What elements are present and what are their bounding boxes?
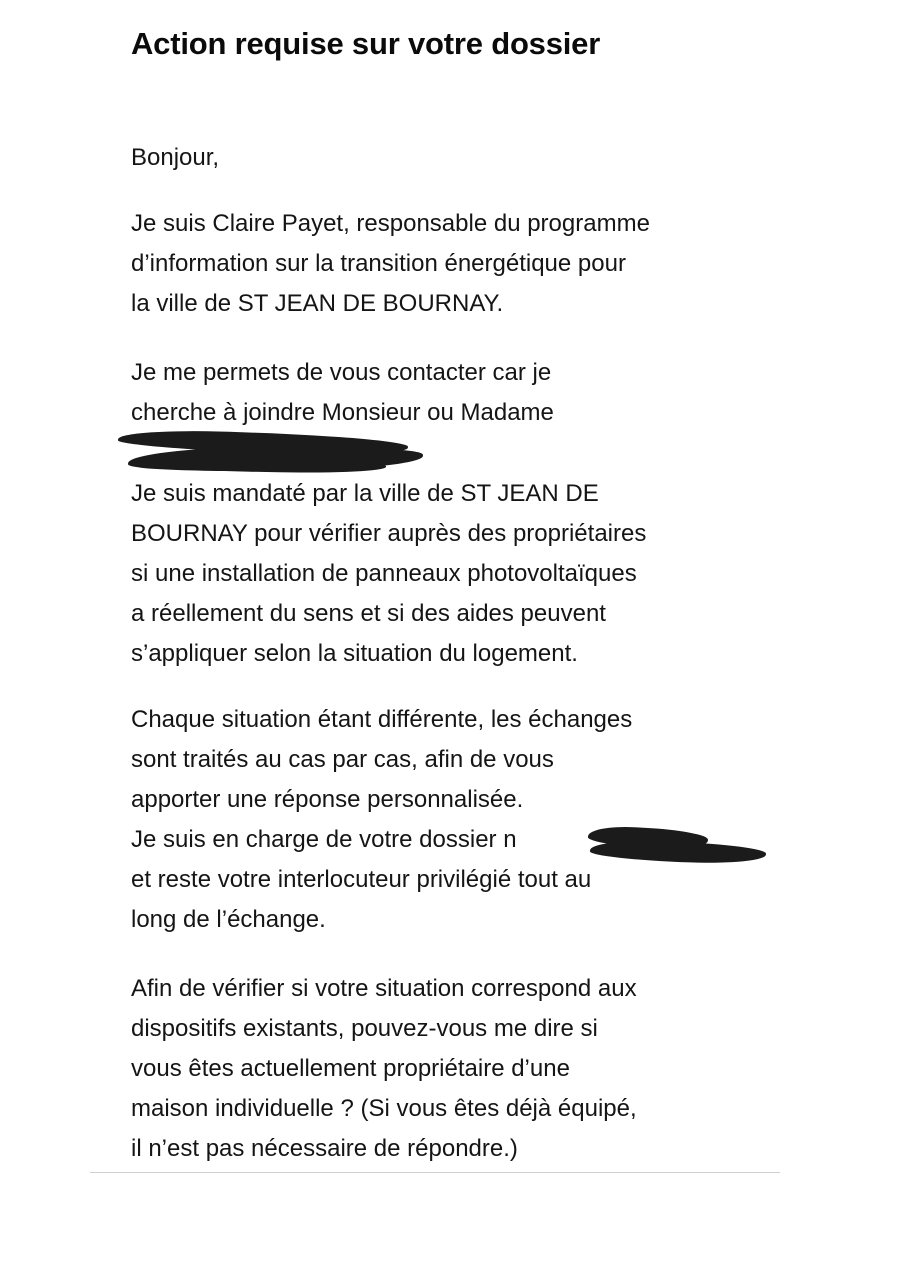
paragraph-line: Je suis mandaté par la ville de ST JEAN DE xyxy=(131,480,599,507)
email-greeting xyxy=(131,138,771,178)
email-paragraph-dossier xyxy=(131,700,771,940)
paragraph-line: BOURNAY pour vérifier auprès des propriétaires xyxy=(131,520,647,547)
paragraph-line: Chaque situation étant différente, les échanges xyxy=(131,706,633,733)
paragraph-line: sont traités au cas par cas, afin de vous xyxy=(131,746,554,773)
email-paragraph-contact xyxy=(131,353,771,433)
paragraph-line: la ville de ST JEAN DE BOURNAY. xyxy=(131,290,504,317)
paragraph-line: il n’est pas nécessaire de répondre.) xyxy=(131,1135,518,1162)
paragraph-line: dispositifs existants, pouvez-vous me dire si xyxy=(131,1015,598,1042)
paragraph-line: s’appliquer selon la situation du logement. xyxy=(131,640,578,667)
paragraph-line: vous êtes actuellement propriétaire d’une xyxy=(131,1055,570,1082)
email-subject: Action requise sur votre dossier xyxy=(131,26,601,61)
paragraph-line: long de l’échange. xyxy=(131,906,326,933)
email-paragraph-intro xyxy=(131,204,771,324)
paragraph-line: Afin de vérifier si votre situation correspond aux xyxy=(131,975,637,1002)
paragraph-line: d’information sur la transition énergétique pour xyxy=(131,250,626,277)
paragraph-line: si une installation de panneaux photovoltaïques xyxy=(131,560,637,587)
paragraph-line: Je suis Claire Payet, responsable du programme xyxy=(131,210,650,237)
paragraph-line: Je me permets de vous contacter car je xyxy=(131,359,552,386)
paragraph-line: et reste votre interlocuteur privilégié tout au xyxy=(131,866,592,893)
email-paragraph-question xyxy=(131,969,771,1169)
paragraph-line: a réellement du sens et si des aides peuvent xyxy=(131,600,606,627)
greeting-line: Bonjour, xyxy=(131,144,220,171)
paragraph-line: apporter une réponse personnalisée. xyxy=(131,786,524,813)
paragraph-line: cherche à joindre Monsieur ou Madame xyxy=(131,399,554,426)
email-paragraph-mandate xyxy=(131,474,771,674)
message-divider xyxy=(90,1172,780,1173)
paragraph-line: maison individuelle ? (Si vous êtes déjà équipé, xyxy=(131,1095,637,1122)
paragraph-line: Je suis en charge de votre dossier n xyxy=(131,826,517,853)
